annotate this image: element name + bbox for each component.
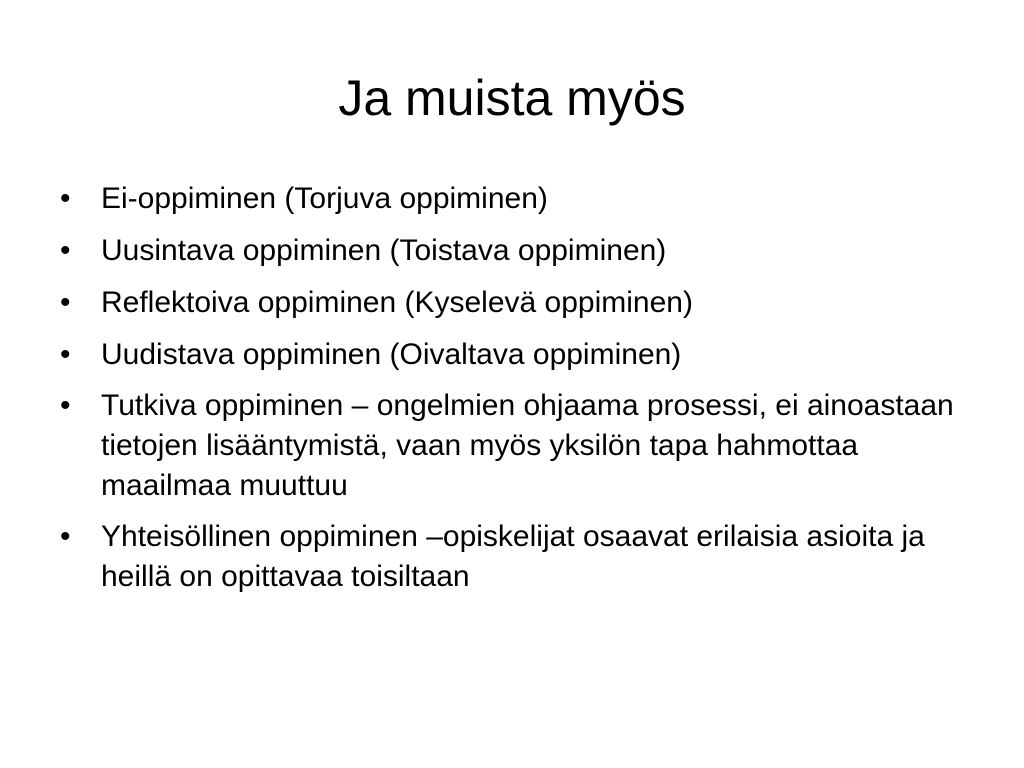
bullet-icon: •	[60, 286, 71, 319]
list-item-text: Ei-oppiminen (Torjuva oppiminen)	[101, 182, 548, 215]
list-item-text: Yhteisöllinen oppiminen –opiskelijat osaavat erilaisia asioita ja heillä on opittavaa toisiltaan	[101, 520, 925, 593]
list-item-text: Uusintava oppiminen (Toistava oppiminen)	[101, 234, 667, 267]
list-item	[60, 517, 960, 597]
list-item	[60, 334, 960, 375]
bullet-icon: •	[60, 389, 71, 422]
bullet-icon: •	[60, 234, 71, 267]
list-item	[60, 178, 960, 219]
slide-title: Ja muista myös	[338, 70, 686, 126]
bullet-icon: •	[60, 520, 71, 553]
list-item-text: Reflektoiva oppiminen (Kyselevä oppiminen)	[101, 286, 693, 319]
list-item	[60, 386, 960, 506]
list-item	[60, 282, 960, 323]
list-item-text: Uudistava oppiminen (Oivaltava oppiminen)	[101, 338, 682, 371]
bullet-list	[60, 178, 960, 608]
bullet-icon: •	[60, 338, 71, 371]
list-item	[60, 230, 960, 271]
list-item-text: Tutkiva oppiminen – ongelmien ohjaama prosessi, ei ainoastaan tietojen lisääntymistä, vaan myös yksilön tapa hahmottaa maailmaa muuttuu	[101, 389, 954, 502]
bullet-icon: •	[60, 182, 71, 215]
